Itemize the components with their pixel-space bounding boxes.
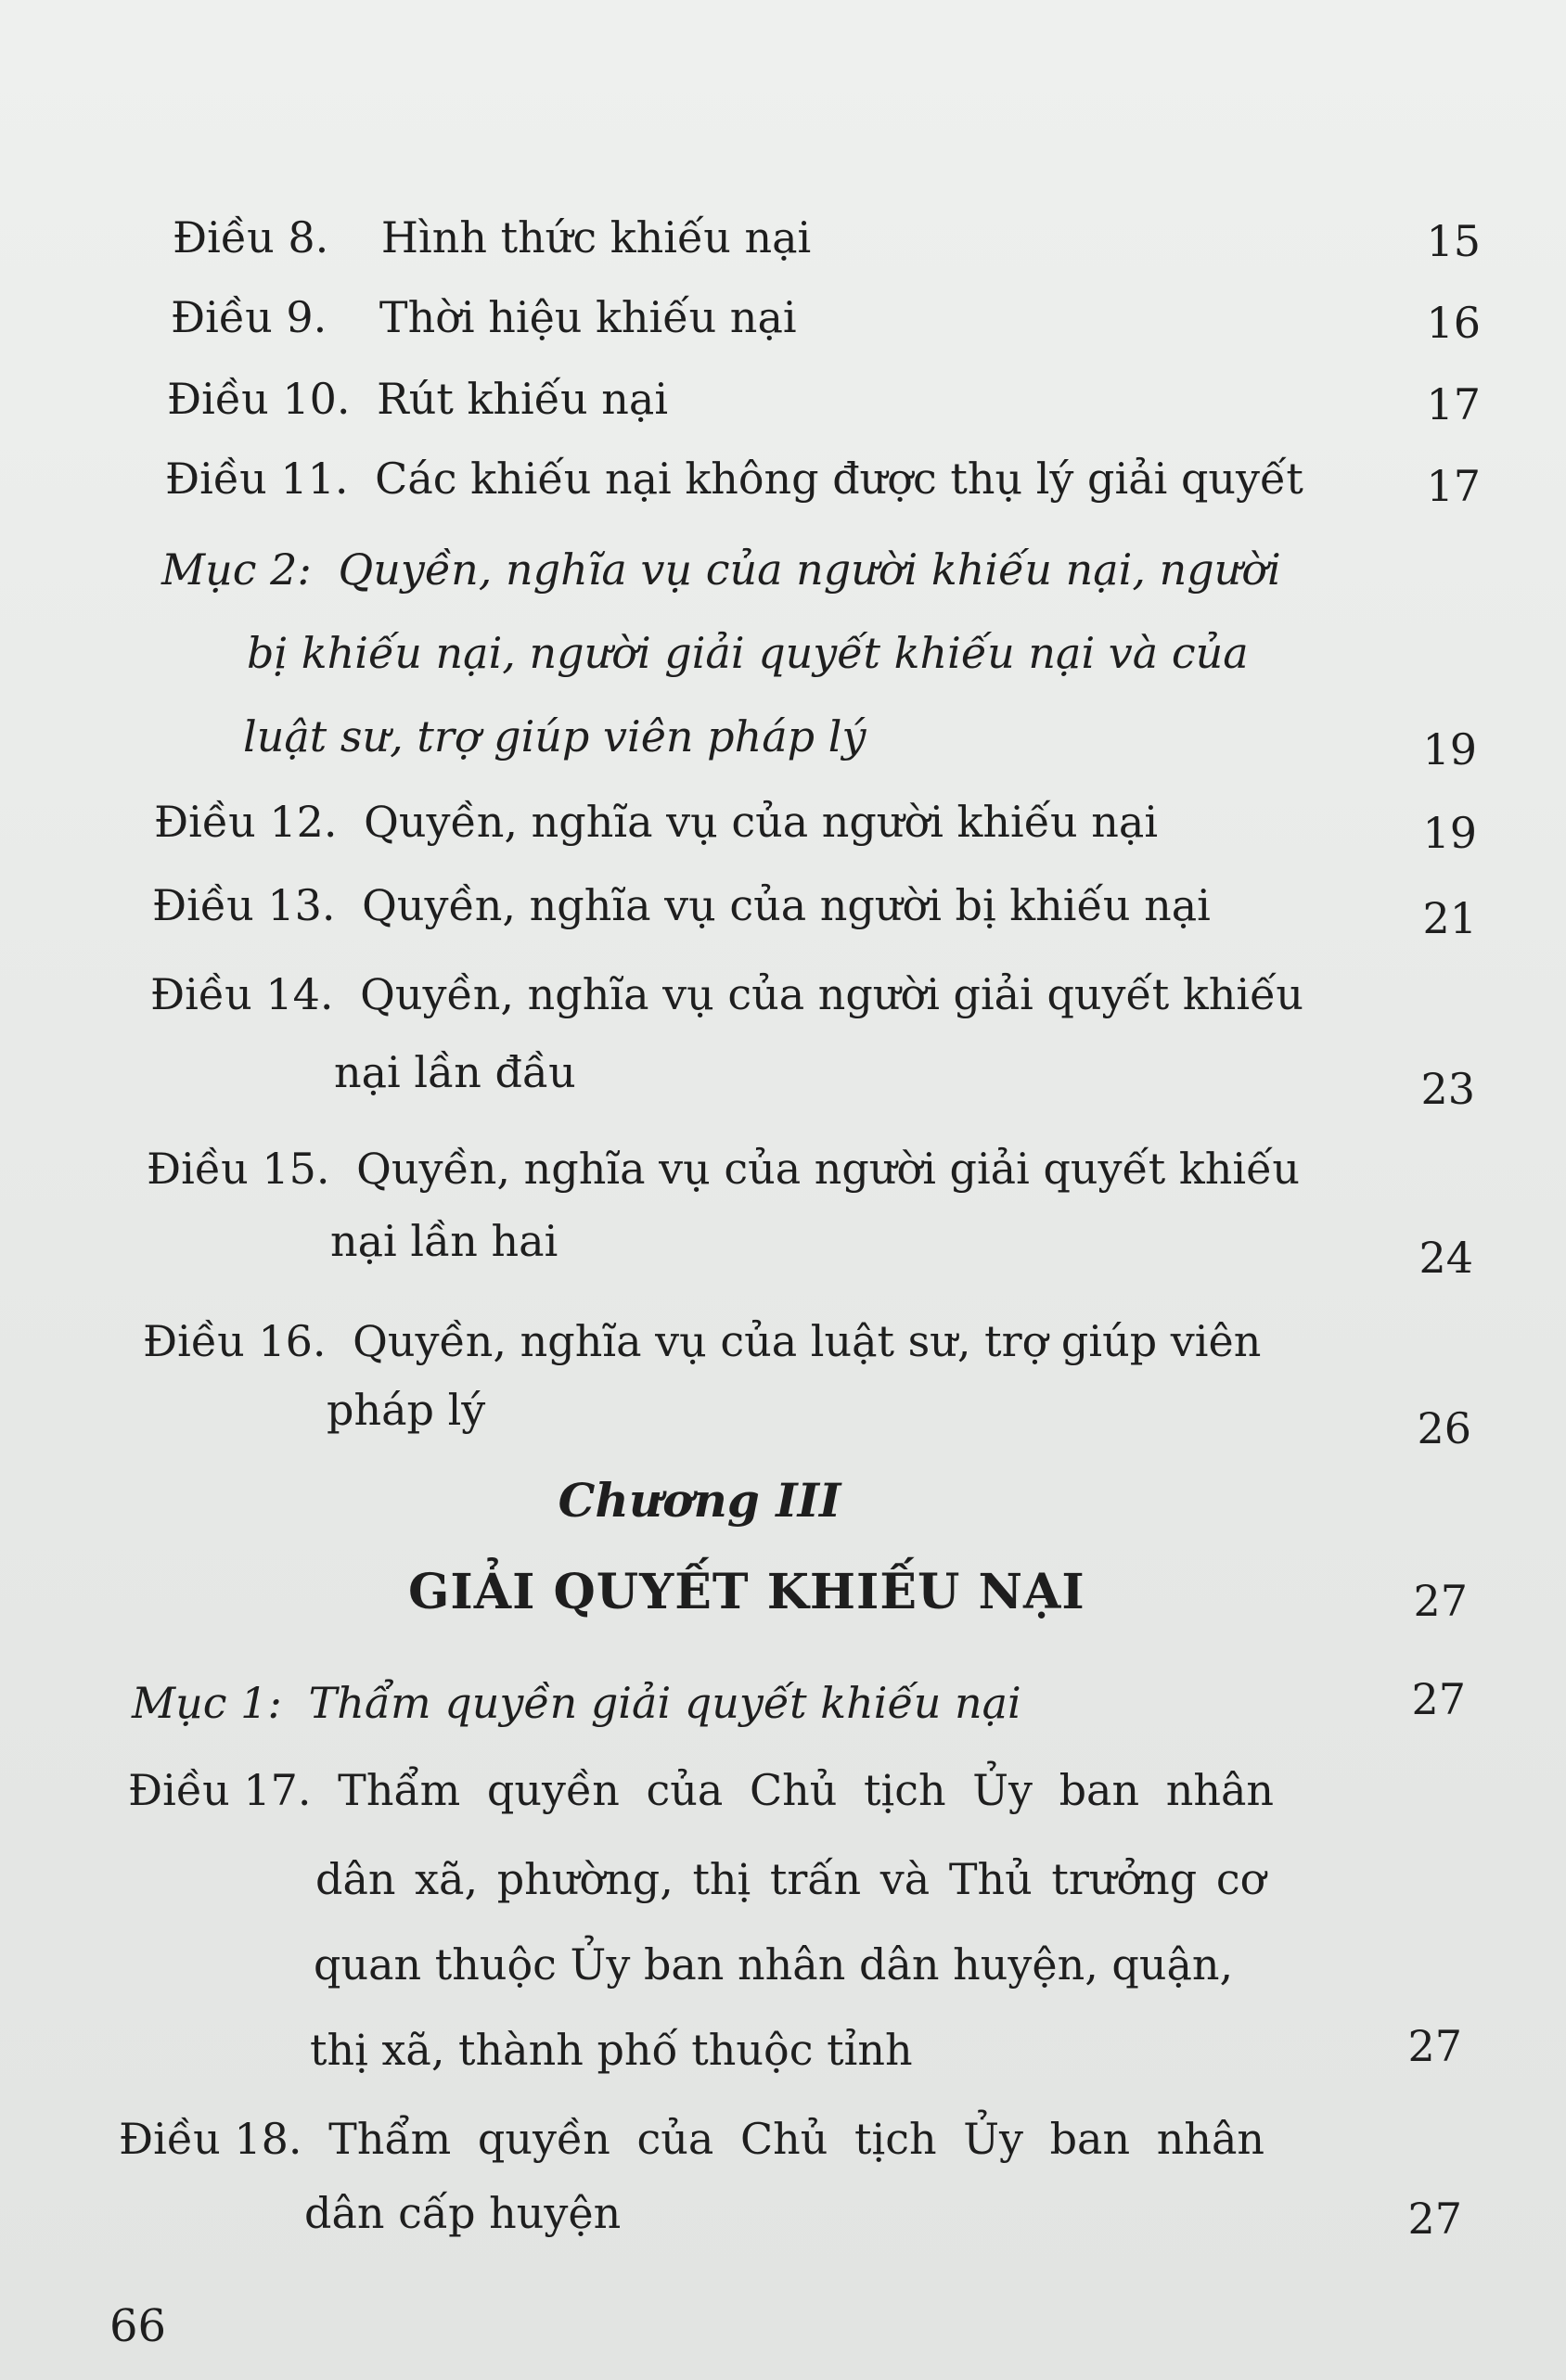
entry-page-number: 21 bbox=[1422, 893, 1477, 943]
entry-continuation: nại lần đầu bbox=[334, 1047, 576, 1097]
entry-label: Điều 12. bbox=[154, 797, 338, 847]
entry-page-number: 19 bbox=[1422, 724, 1477, 774]
toc-entry-dieu-14 bbox=[150, 952, 1303, 1037]
entry-continuation: pháp lý bbox=[327, 1385, 486, 1435]
entry-title: Thẩm quyền giải quyết khiếu nại bbox=[308, 1678, 1021, 1728]
entry-title: Quyền, nghĩa vụ của người khiếu nại bbox=[364, 797, 1159, 847]
toc-entry-dieu-13 bbox=[152, 863, 1211, 948]
entry-continuation: bị khiếu nại, người giải quyết khiếu nại và của bbox=[247, 628, 1249, 678]
entry-page-number: 26 bbox=[1417, 1403, 1471, 1453]
page-folio-number: 66 bbox=[109, 2300, 167, 2352]
entry-page-number: 16 bbox=[1426, 298, 1481, 348]
chapter-page-number: 27 bbox=[1413, 1576, 1468, 1626]
entry-continuation: nại lần hai bbox=[330, 1216, 558, 1266]
entry-title: Quyền, nghĩa vụ của người giải quyết khiếu bbox=[356, 1144, 1301, 1194]
entry-label: Điều 11. bbox=[165, 454, 349, 504]
toc-section-muc-1 bbox=[132, 1660, 1021, 1746]
entry-title: Hình thức khiếu nại bbox=[380, 212, 812, 262]
entry-label: Mục 1: bbox=[132, 1678, 282, 1728]
toc-entry-dieu-8 bbox=[173, 195, 811, 280]
entry-continuation: dân cấp huyện bbox=[304, 2188, 622, 2238]
toc-entry-dieu-17 bbox=[128, 1747, 1274, 1833]
entry-continuation: thị xã, thành phố thuộc tỉnh bbox=[310, 2025, 913, 2075]
entry-continuation: dân xã, phường, thị trấn và Thủ trưởng cơ bbox=[315, 1854, 1266, 1904]
entry-continuation: quan thuộc Ủy ban nhân dân huyện, quận, bbox=[314, 1939, 1234, 1990]
entry-label: Điều 15. bbox=[147, 1144, 330, 1194]
entry-label: Điều 18. bbox=[119, 2114, 302, 2164]
entry-title: Quyền, nghĩa vụ của người khiếu nại, người bbox=[338, 544, 1281, 595]
entry-label: Điều 8. bbox=[173, 212, 329, 262]
entry-label: Điều 14. bbox=[150, 969, 334, 1019]
entry-label: Điều 17. bbox=[128, 1765, 312, 1815]
entry-title: Quyền, nghĩa vụ của người giải quyết khiếu bbox=[360, 969, 1304, 1019]
entry-label: Điều 10. bbox=[167, 374, 351, 424]
chapter-heading: Chương III bbox=[558, 1473, 841, 1528]
entry-page-number: 23 bbox=[1420, 1064, 1475, 1114]
toc-entry-dieu-10 bbox=[167, 356, 668, 441]
toc-entry-dieu-15 bbox=[147, 1126, 1300, 1211]
toc-entry-dieu-9 bbox=[171, 275, 797, 360]
entry-page-number: 17 bbox=[1426, 461, 1481, 511]
toc-entry-dieu-12 bbox=[154, 779, 1158, 864]
chapter-title: GIẢI QUYẾT KHIẾU NẠI bbox=[408, 1564, 1085, 1620]
entry-label: Mục 2: bbox=[161, 544, 312, 595]
entry-title: Thời hiệu khiếu nại bbox=[379, 292, 797, 342]
entry-page-number: 19 bbox=[1422, 808, 1477, 858]
entry-title: Thẩm quyền của Chủ tịch Ủy ban nhân bbox=[338, 1765, 1275, 1815]
entry-title: Rút khiếu nại bbox=[377, 374, 669, 424]
entry-page-number: 24 bbox=[1418, 1233, 1473, 1283]
entry-title: Quyền, nghĩa vụ của người bị khiếu nại bbox=[362, 880, 1211, 930]
entry-page-number: 17 bbox=[1426, 379, 1481, 429]
entry-label: Điều 9. bbox=[171, 292, 327, 342]
toc-entry-dieu-18 bbox=[119, 2096, 1264, 2182]
entry-page-number: 15 bbox=[1426, 216, 1481, 266]
entry-page-number: 27 bbox=[1407, 2194, 1462, 2244]
entry-title: Thẩm quyền của Chủ tịch Ủy ban nhân bbox=[328, 2114, 1265, 2164]
entry-title: Quyền, nghĩa vụ của luật sư, trợ giúp viên bbox=[353, 1316, 1262, 1366]
entry-title: Các khiếu nại không được thụ lý giải quyết bbox=[375, 454, 1303, 504]
entry-page-number: 27 bbox=[1411, 1674, 1466, 1724]
entry-label: Điều 16. bbox=[143, 1316, 327, 1366]
entry-continuation: luật sư, trợ giúp viên pháp lý bbox=[243, 711, 866, 761]
toc-section-muc-2 bbox=[161, 527, 1281, 612]
toc-entry-dieu-11 bbox=[165, 436, 1303, 521]
toc-entry-dieu-16 bbox=[143, 1299, 1261, 1384]
entry-page-number: 27 bbox=[1407, 2021, 1462, 2071]
entry-label: Điều 13. bbox=[152, 880, 336, 930]
